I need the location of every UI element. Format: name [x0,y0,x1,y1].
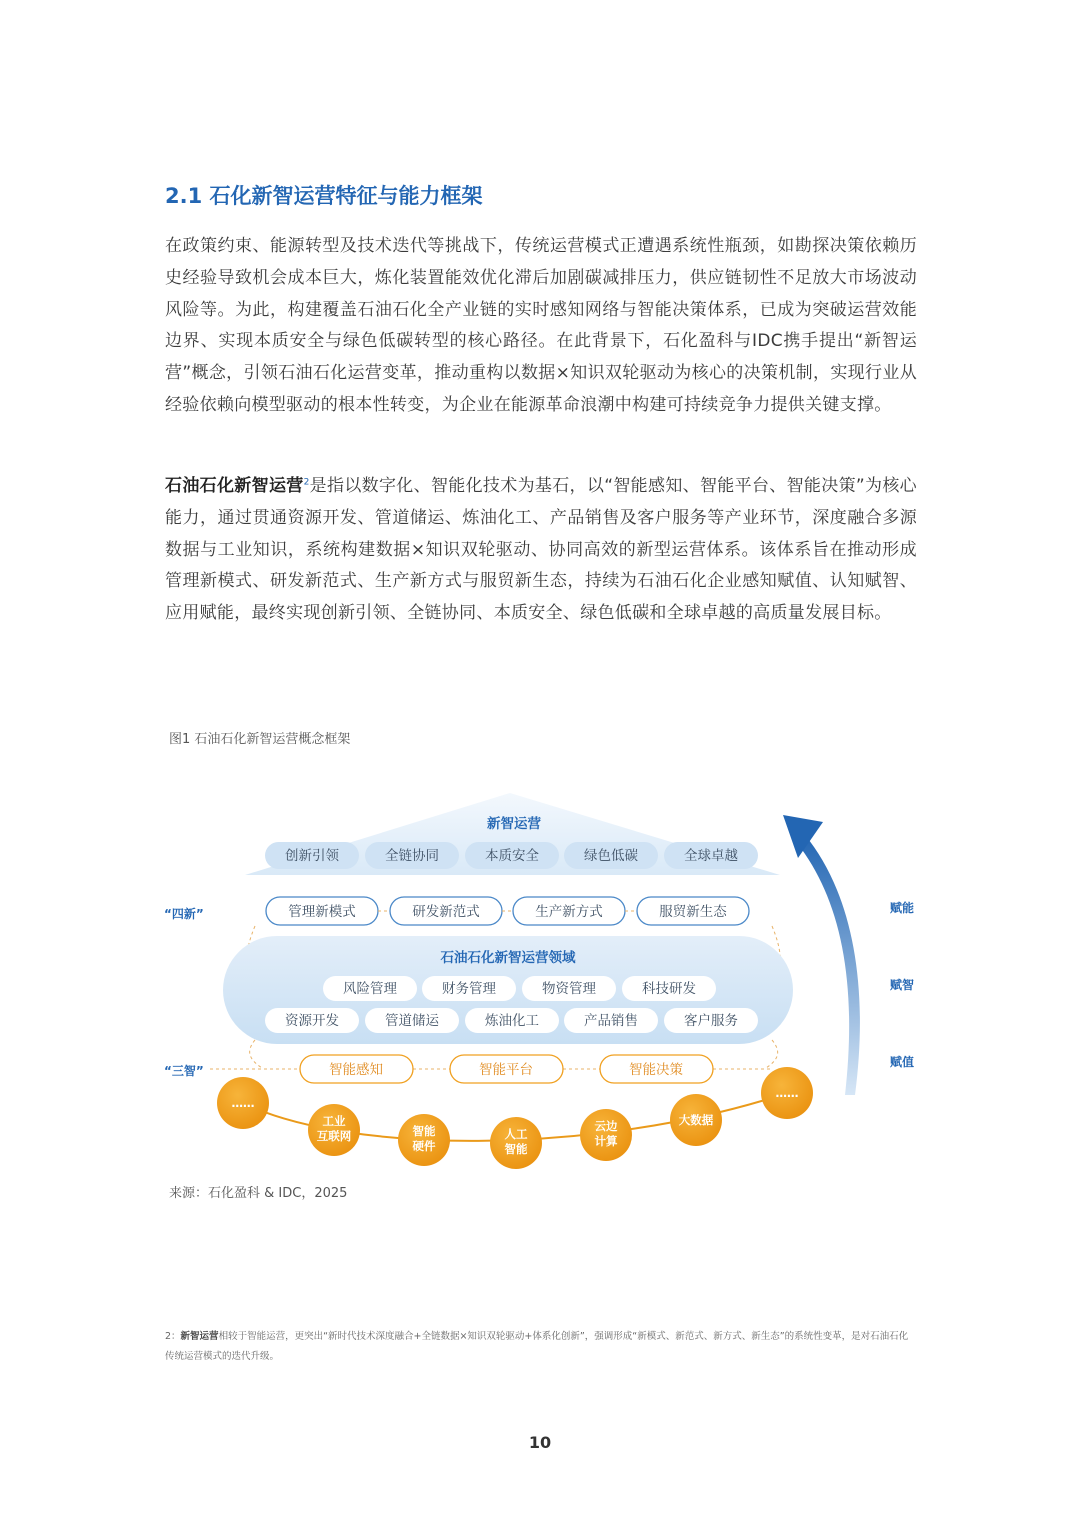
goal-label: 全链协同 [385,848,439,864]
empower-arrow-body [797,835,860,1095]
goal-pills [265,842,758,869]
goal-label: 绿色低碳 [584,848,638,864]
framework-diagram [150,790,930,1170]
san-zhi-label: “三智” [164,1064,204,1078]
footnote-text: 相较于智能运营，更突出“新时代技术深度融合+全链数据×知识双轮驱动+体系化创新”，强调形成“新模式、新范式、新方式、新生态”的系统性变革，是对石油石化传统运营模式的迭代升级。 [165,1331,909,1362]
paragraph-1: 在政策约束、能源转型及技术迭代等挑战下，传统运营模式正遭遇系统性瓶颈，如勘探决策依赖历史经验导致机会成本巨大，炼化装置能效优化滞后加剧碳减排压力，供应链韧性不足放大市场波动风险等。为此，构建覆盖石油石化全产业链的实时感知网络与智能决策体系，已成为突破运营效能边界、实现本质安全与绿色低碳转型的核心路径。在此背景下，石化盈科与IDC携手提出“新智运营”概念，引领石油石化运营变革，推动重构以数据×知识双轮驱动为核心的决策机制，实现行业从经验依赖向模型驱动的根本性转变，为企业在能源革命浪潮中构建可持续竞争力提供关键支撑。 [165,236,917,415]
domain-row-2 [265,1008,758,1033]
paragraph-2 [165,471,917,630]
tech-node-label: 互联网 [316,1129,352,1143]
si-xin-text: 管理新模式 [288,904,356,920]
si-xin-text: 研发新范式 [412,904,480,920]
san-zhi-pills [300,1055,713,1083]
domain-label: 产品销售 [584,1013,638,1029]
si-xin-text: 生产新方式 [535,904,603,920]
section-title: 2.1 石化新智运营特征与能力框架 [165,184,483,208]
goal-label: 本质安全 [485,848,539,864]
paragraph-2-body: 是指以数字化、智能化技术为基石，以“智能感知、智能平台、智能决策”为核心能力，通过贯通资源开发、管道储运、炼油化工、产品销售及客户服务等产业环节，深度融合多源数据与工业知识，系统构建数据×知识双轮驱动、协同高效的新型运营体系。该体系旨在推动形成管理新模式、研发新范式、生产新方式与服贸新生态，持续为石油石化企业感知赋值、认知赋智、应用赋能，最终实现创新引领、全链协同、本质安全、绿色低碳和全球卓越的高质量发展目标。 [165,476,917,624]
footnote-number: 2： [165,1331,181,1342]
domain-label: 风险管理 [343,981,397,997]
domain-title: 石油石化新智运营领域 [440,950,576,966]
si-xin-text: 服贸新生态 [659,904,727,920]
figure-caption: 图1 石油石化新智运营概念框架 [169,732,351,747]
arrow-label: 赋智 [890,978,915,992]
tech-node-label: 人工 [504,1127,528,1141]
footnote-term: 新智运营 [180,1331,219,1342]
si-xin-label: “四新” [164,907,204,921]
tech-node-label: 硬件 [412,1139,436,1153]
page-number: 10 [528,1433,552,1452]
tech-node-label: 智能 [412,1124,436,1138]
san-zhi-text: 智能平台 [479,1062,533,1078]
goal-label: 创新引领 [285,848,339,864]
domain-label: 客户服务 [684,1013,738,1029]
arrow-label: 赋值 [890,1055,915,1069]
domain-label: 物资管理 [542,981,596,997]
tech-node-label: 工业 [322,1114,346,1128]
domain-label: 资源开发 [285,1013,339,1029]
tech-node-label: …… [231,1096,255,1110]
san-zhi-text: 智能感知 [329,1062,383,1078]
domain-label: 科技研发 [642,981,696,997]
domain-label: 财务管理 [442,981,496,997]
domain-label: 炼油化工 [485,1013,539,1029]
domain-label: 管道储运 [385,1013,439,1029]
tech-node-label: 智能 [504,1142,528,1156]
san-zhi-text: 智能决策 [629,1062,683,1078]
roof-title: 新智运营 [487,816,541,832]
arrow-label: 赋能 [890,901,915,915]
tech-node-label: 计算 [594,1134,618,1148]
paragraph-2-lead: 石油石化新智运营 [165,476,304,496]
tech-node-label: 大数据 [678,1113,714,1127]
footnote-ref[interactable]: 2 [303,477,310,488]
tech-node-label: 云边 [594,1119,618,1133]
footnote [165,1327,917,1367]
si-xin-pills [266,897,749,925]
goal-label: 全球卓越 [684,848,738,864]
figure-source: 来源：石化盈科 & IDC，2025 [169,1186,348,1201]
tech-node-label: …… [775,1086,799,1100]
